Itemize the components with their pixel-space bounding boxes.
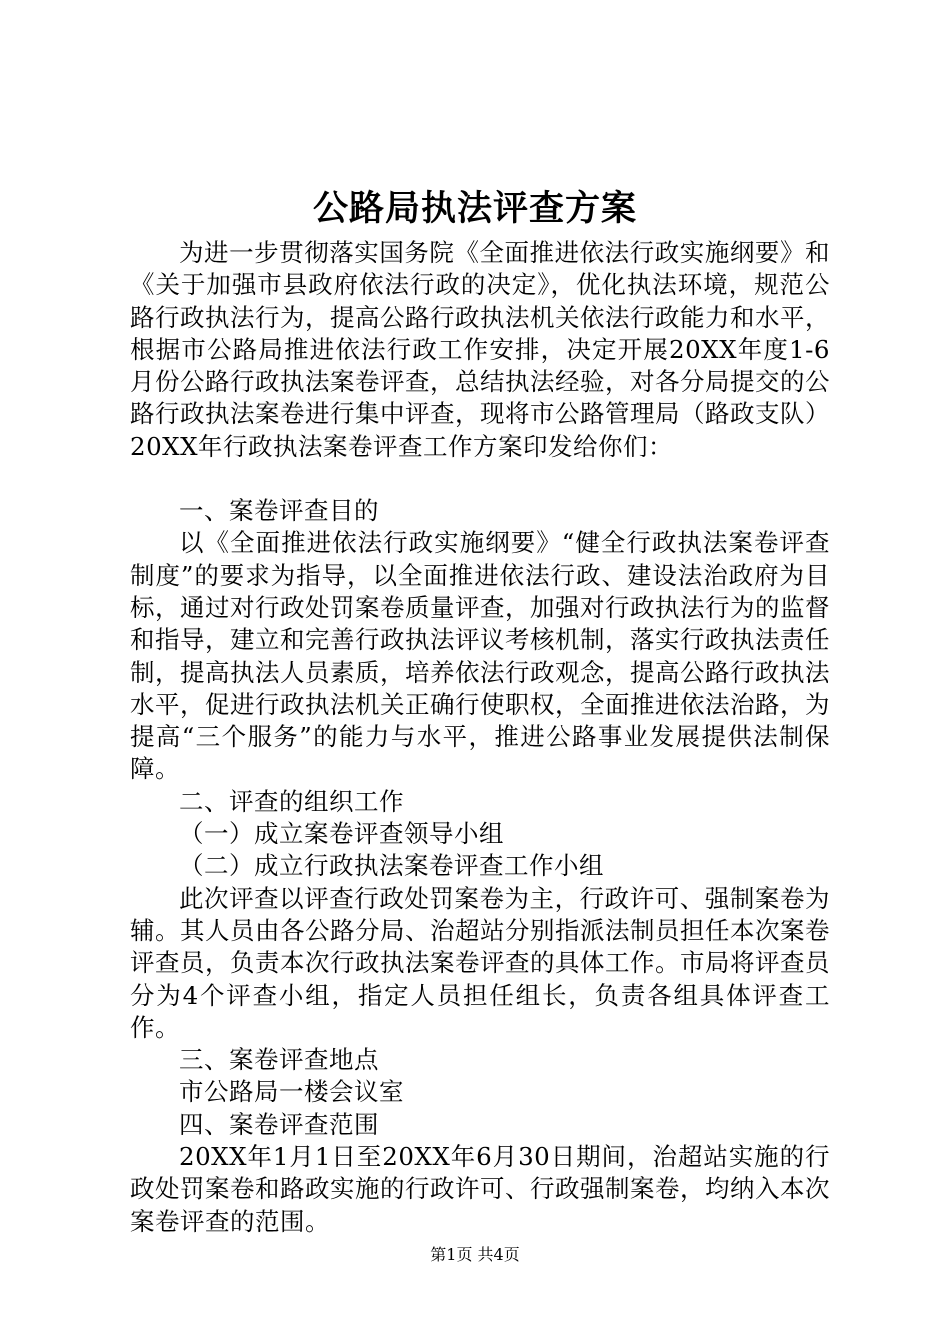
page-number-footer: 第1页 共4页 bbox=[430, 1245, 520, 1264]
subsection-heading-2-2: （二）成立行政执法案卷评查工作小组 bbox=[179, 851, 604, 881]
document-title: 公路局执法评查方案 bbox=[312, 188, 637, 229]
section-heading-2: 二、评查的组织工作 bbox=[179, 786, 404, 816]
section-2-paragraph: 此次评查以评查行政处罚案卷为主，行政许可、强制案卷为辅。其人员由各公路分局、治超站分别指派法制员担任本次案卷评查员，负责本次行政执法案卷评查的具体工作。市局将评查员分为4个评查小组，指定人员担任组长，负责各组具体评查工作。 bbox=[130, 883, 830, 1042]
section-heading-3: 三、案卷评查地点 bbox=[179, 1045, 379, 1075]
document-body bbox=[130, 237, 830, 1238]
intro-paragraph: 为进一步贯彻落实国务院《全面推进依法行政实施纲要》和《关于加强市县政府依法行政的决定》，优化执法环境，规范公路行政执法行为，提高公路行政执法机关依法行政能力和水平，根据市公路局推进依法行政工作安排，决定开展20XX年度1-6月份公路行政执法案卷评查，总结执法经验，对各分局提交的公路行政执法案卷进行集中评查，现将市公路管理局（路政支队）20XX年行政执法案卷评查工作方案印发给你们： bbox=[130, 238, 830, 461]
subsection-heading-2-1: （一）成立案卷评查领导小组 bbox=[179, 819, 504, 849]
section-3-paragraph: 市公路局一楼会议室 bbox=[179, 1077, 404, 1107]
section-1-paragraph: 以《全面推进依法行政实施纲要》“健全行政执法案卷评查制度”的要求为指导，以全面推进依法行政、建设法治政府为目标，通过对行政处罚案卷质量评查，加强对行政执法行为的监督和指导，建立和完善行政执法评议考核机制，落实行政执法责任制，提高执法人员素质，培养依法行政观念，提高公路行政执法水平，促进行政执法机关正确行使职权，全面推进依法治路，为提高“三个服务”的能力与水平，推进公路事业发展提供法制保障。 bbox=[130, 528, 830, 784]
section-heading-4: 四、案卷评查范围 bbox=[179, 1109, 379, 1139]
section-4-paragraph: 20XX年1月1日至20XX年6月30日期间，治超站实施的行政处罚案卷和路政实施的行政许可、行政强制案卷，均纳入本次案卷评查的范围。 bbox=[130, 1142, 830, 1236]
section-heading-1: 一、案卷评查目的 bbox=[179, 496, 379, 526]
